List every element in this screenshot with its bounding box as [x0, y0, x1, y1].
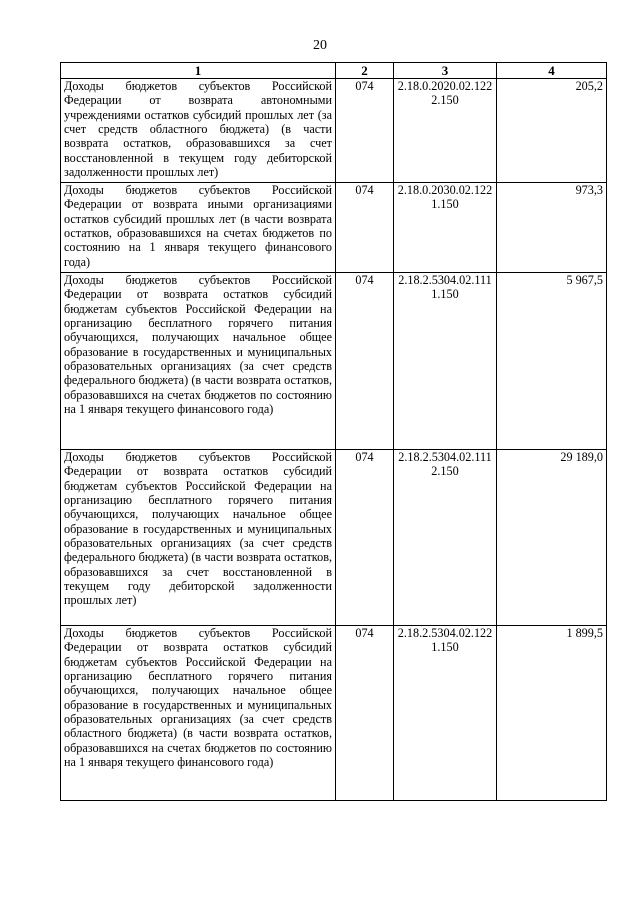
- budget-classification-code: 2.18.0.2030.02.1221.150: [394, 183, 497, 273]
- budget-classification-code: 2.18.0.2020.02.1222.150: [394, 79, 497, 183]
- column-header-2: 2: [336, 63, 394, 79]
- column-header-4: 4: [497, 63, 607, 79]
- administrator-code: 074: [336, 273, 394, 450]
- table-row: [61, 626, 607, 801]
- amount-value: 1 899,5: [497, 626, 607, 801]
- amount-value: 29 189,0: [497, 450, 607, 626]
- budget-revenue-table: [60, 62, 607, 801]
- amount-value: 973,3: [497, 183, 607, 273]
- revenue-description: Доходы бюджетов субъектов Российской Федерации от возврата автономными учреждениями остатков субсидий прошлых лет (за счет средств областного бюджета) (в части возврата остатков, образовавшихся за счет восстановленной в текущем году дебиторской задолженности прошлых лет): [61, 79, 336, 183]
- budget-classification-code: 2.18.2.5304.02.1112.150: [394, 450, 497, 626]
- table-row: [61, 273, 607, 450]
- table-row: [61, 450, 607, 626]
- table-row: [61, 79, 607, 183]
- column-header-1: 1: [61, 63, 336, 79]
- budget-classification-code: 2.18.2.5304.02.1111.150: [394, 273, 497, 450]
- revenue-description: Доходы бюджетов субъектов Российской Федерации от возврата иными организациями остатков субсидий прошлых лет (в части возврата остатков, образовавшихся на счетах бюджетов по состоянию на 1 января текущего финансового года): [61, 183, 336, 273]
- revenue-description: Доходы бюджетов субъектов Российской Федерации от возврата остатков субсидий бюджетам субъектов Российской Федерации на организацию бесплатного горячего питания обучающихся, получающих начальное общее образование в государственных и муниципальных образовательных организациях (за счет средств федерального бюджета) (в части возврата остатков, образовавшихся за счет восстановленной в текущем году дебиторской задолженности прошлых лет): [61, 450, 336, 626]
- column-header-3: 3: [394, 63, 497, 79]
- amount-value: 5 967,5: [497, 273, 607, 450]
- amount-value: 205,2: [497, 79, 607, 183]
- table-header-row: [61, 63, 607, 79]
- table-row: [61, 183, 607, 273]
- administrator-code: 074: [336, 183, 394, 273]
- administrator-code: 074: [336, 450, 394, 626]
- administrator-code: 074: [336, 79, 394, 183]
- revenue-description: Доходы бюджетов субъектов Российской Федерации от возврата остатков субсидий бюджетам субъектов Российской Федерации на организацию бесплатного горячего питания обучающихся, получающих начальное общее образование в государственных и муниципальных образовательных организациях (за счет средств федерального бюджета) (в части возврата остатков, образовавшихся на счетах бюджетов по состоянию на 1 января текущего финансового года): [61, 273, 336, 450]
- administrator-code: 074: [336, 626, 394, 801]
- revenue-description: Доходы бюджетов субъектов Российской Федерации от возврата остатков субсидий бюджетам субъектов Российской Федерации на организацию бесплатного горячего питания обучающихся, получающих начальное общее образование в государственных и муниципальных образовательных организациях (за счет средств областного бюджета) (в части возврата остатков, образовавшихся на счетах бюджетов по состоянию на 1 января текущего финансового года): [61, 626, 336, 801]
- page-number: 20: [313, 38, 327, 53]
- budget-classification-code: 2.18.2.5304.02.1221.150: [394, 626, 497, 801]
